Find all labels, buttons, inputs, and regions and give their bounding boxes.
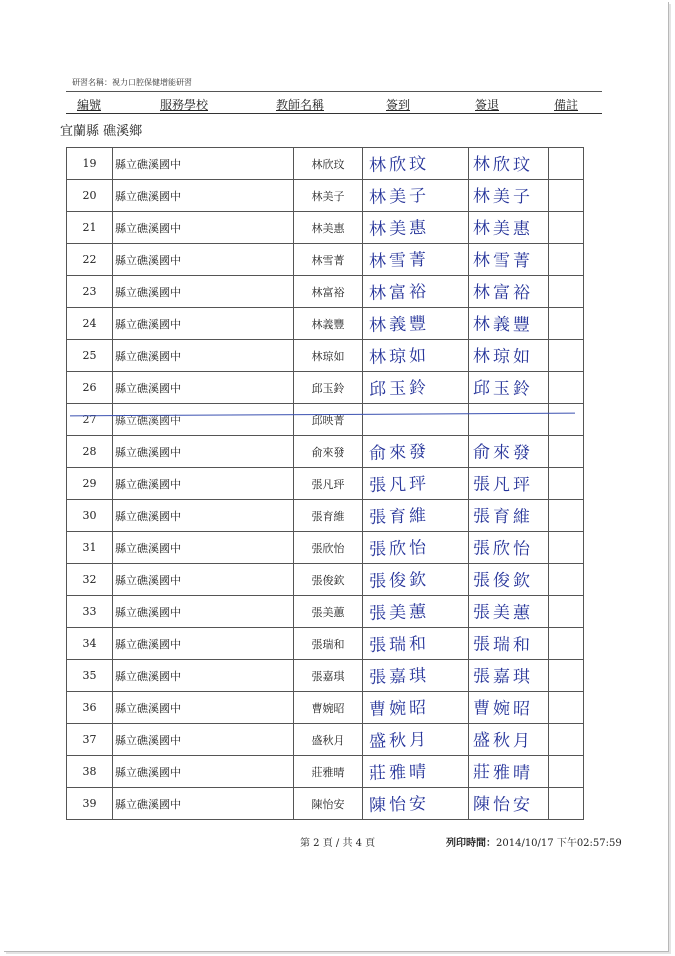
row-sign-in (363, 276, 469, 308)
document-page (4, 2, 669, 952)
handwritten-signature: 盛秋月 (472, 730, 534, 752)
handwritten-signature: 邱玉鈴 (368, 377, 430, 401)
row-number: 26 (67, 372, 113, 404)
row-sign-out (469, 244, 549, 276)
col-school: 服務學校 (159, 98, 209, 112)
table-row (67, 500, 584, 532)
row-sign-out (469, 756, 549, 788)
row-school: 縣立礁溪國中 (113, 372, 294, 404)
row-number: 19 (67, 148, 113, 180)
row-teacher: 張美蕙 (294, 596, 363, 628)
handwritten-signature: 林義豐 (472, 314, 534, 336)
handwritten-signature: 林美惠 (368, 217, 430, 241)
row-school: 縣立礁溪國中 (113, 788, 294, 820)
row-school: 縣立礁溪國中 (113, 724, 294, 756)
row-school: 縣立礁溪國中 (113, 500, 294, 532)
row-teacher: 張凡玶 (294, 468, 363, 500)
row-sign-in (363, 180, 469, 212)
table-row (67, 660, 584, 692)
course-label: 研習名稱： (72, 78, 112, 87)
handwritten-signature: 張俊欽 (472, 570, 534, 592)
handwritten-signature: 林富裕 (472, 282, 534, 304)
row-remarks (549, 468, 584, 500)
table-row (67, 788, 584, 820)
row-number: 39 (67, 788, 113, 820)
row-teacher: 陳怡安 (294, 788, 363, 820)
table-row (67, 180, 584, 212)
row-sign-out (469, 436, 549, 468)
handwritten-signature: 張嘉琪 (472, 666, 534, 688)
row-number: 32 (67, 564, 113, 596)
row-school: 縣立礁溪國中 (113, 660, 294, 692)
row-remarks (549, 148, 584, 180)
handwritten-signature: 張凡玶 (472, 474, 534, 496)
row-sign-out (469, 340, 549, 372)
handwritten-signature: 邱玉鈴 (472, 378, 534, 400)
row-sign-in (363, 628, 469, 660)
row-number: 34 (67, 628, 113, 660)
row-school: 縣立礁溪國中 (113, 404, 294, 436)
header-divider (66, 113, 602, 114)
handwritten-signature: 林美子 (472, 186, 534, 208)
row-teacher: 林雪菁 (294, 244, 363, 276)
row-sign-out (469, 596, 549, 628)
row-teacher: 俞來發 (294, 436, 363, 468)
row-school: 縣立礁溪國中 (113, 468, 294, 500)
row-sign-out (469, 372, 549, 404)
table-row (67, 308, 584, 340)
row-remarks (549, 500, 584, 532)
row-sign-out (469, 692, 549, 724)
row-sign-out (469, 180, 549, 212)
row-school: 縣立礁溪國中 (113, 692, 294, 724)
handwritten-signature: 張瑞和 (368, 633, 430, 657)
table-row (67, 532, 584, 564)
handwritten-signature: 林美子 (368, 185, 430, 209)
row-remarks (549, 660, 584, 692)
row-sign-in (363, 788, 469, 820)
row-teacher: 張欣怡 (294, 532, 363, 564)
row-remarks (549, 756, 584, 788)
row-remarks (549, 212, 584, 244)
row-school: 縣立礁溪國中 (113, 756, 294, 788)
table-row (67, 212, 584, 244)
row-number: 33 (67, 596, 113, 628)
row-sign-out (469, 788, 549, 820)
row-teacher: 張育維 (294, 500, 363, 532)
handwritten-signature: 林欣玟 (472, 154, 534, 176)
row-sign-out (469, 628, 549, 660)
table-row (67, 276, 584, 308)
row-sign-out (469, 564, 549, 596)
county-heading: 宜蘭縣 礁溪鄉 (60, 124, 143, 139)
table-row (67, 372, 584, 404)
row-sign-out (469, 148, 549, 180)
row-remarks (549, 276, 584, 308)
row-teacher: 莊雅晴 (294, 756, 363, 788)
handwritten-signature: 林富裕 (368, 281, 430, 305)
row-school: 縣立礁溪國中 (113, 436, 294, 468)
print-time-value: 2014/10/17 下午02:57:59 (496, 838, 622, 849)
page-number: 第 2 頁 / 共 4 頁 (300, 838, 376, 849)
row-sign-in (363, 308, 469, 340)
row-remarks (549, 596, 584, 628)
handwritten-signature: 曹婉昭 (368, 697, 430, 721)
row-sign-in (363, 756, 469, 788)
row-number: 31 (67, 532, 113, 564)
row-number: 21 (67, 212, 113, 244)
row-teacher: 曹婉昭 (294, 692, 363, 724)
table-row (67, 404, 584, 436)
row-sign-in (363, 564, 469, 596)
row-remarks (549, 724, 584, 756)
handwritten-signature: 張俊欽 (368, 569, 430, 593)
row-sign-out (469, 724, 549, 756)
handwritten-signature: 陳怡安 (368, 793, 430, 817)
row-sign-in (363, 148, 469, 180)
row-teacher: 林義豐 (294, 308, 363, 340)
handwritten-signature: 張育維 (368, 505, 430, 529)
row-number: 25 (67, 340, 113, 372)
col-remarks: 備註 (553, 98, 579, 112)
row-school: 縣立礁溪國中 (113, 628, 294, 660)
row-remarks (549, 244, 584, 276)
table-header (66, 91, 602, 114)
row-number: 36 (67, 692, 113, 724)
row-teacher: 邱映菁 (294, 404, 363, 436)
row-remarks (549, 180, 584, 212)
row-remarks (549, 372, 584, 404)
handwritten-signature: 林欣玟 (368, 153, 430, 177)
row-sign-in (363, 212, 469, 244)
row-teacher: 盛秋月 (294, 724, 363, 756)
row-school: 縣立礁溪國中 (113, 148, 294, 180)
table-row (67, 564, 584, 596)
row-sign-in (363, 724, 469, 756)
row-number: 29 (67, 468, 113, 500)
row-school: 縣立礁溪國中 (113, 308, 294, 340)
row-school: 縣立礁溪國中 (113, 340, 294, 372)
row-school: 縣立礁溪國中 (113, 276, 294, 308)
row-sign-in (363, 404, 469, 436)
table-row (67, 756, 584, 788)
row-school: 縣立礁溪國中 (113, 596, 294, 628)
col-teacher: 教師名稱 (275, 98, 325, 112)
handwritten-signature: 林雪菁 (472, 250, 534, 272)
row-number: 38 (67, 756, 113, 788)
row-teacher: 林欣玟 (294, 148, 363, 180)
row-sign-in (363, 532, 469, 564)
row-number: 28 (67, 436, 113, 468)
row-remarks (549, 404, 584, 436)
col-sign-in: 簽到 (385, 98, 411, 112)
handwritten-signature: 張欣怡 (472, 538, 534, 560)
row-number: 27 (67, 404, 113, 436)
row-number: 35 (67, 660, 113, 692)
print-time-label: 列印時間： (446, 838, 496, 849)
col-sign-out: 簽退 (474, 98, 500, 112)
print-time (446, 834, 622, 849)
row-remarks (549, 628, 584, 660)
course-title (72, 77, 192, 88)
table-row (67, 692, 584, 724)
row-teacher: 林琼如 (294, 340, 363, 372)
row-remarks (549, 340, 584, 372)
row-teacher: 林富裕 (294, 276, 363, 308)
handwritten-signature: 林琼如 (472, 346, 534, 368)
table-row (67, 340, 584, 372)
handwritten-signature: 莊雅晴 (472, 762, 534, 784)
row-number: 22 (67, 244, 113, 276)
row-remarks (549, 564, 584, 596)
row-school: 縣立礁溪國中 (113, 564, 294, 596)
row-number: 23 (67, 276, 113, 308)
handwritten-signature: 林雪菁 (368, 249, 430, 273)
row-number: 20 (67, 180, 113, 212)
row-teacher: 張瑞和 (294, 628, 363, 660)
handwritten-signature: 俞來發 (368, 441, 430, 465)
handwritten-signature: 張美蕙 (472, 602, 534, 624)
row-sign-in (363, 468, 469, 500)
row-sign-in (363, 244, 469, 276)
row-sign-in (363, 692, 469, 724)
row-sign-out (469, 660, 549, 692)
row-teacher: 林美子 (294, 180, 363, 212)
table-row (67, 724, 584, 756)
handwritten-signature: 林琼如 (368, 345, 430, 369)
row-remarks (549, 532, 584, 564)
row-teacher: 林美惠 (294, 212, 363, 244)
handwritten-signature: 張凡玶 (368, 473, 430, 497)
row-sign-out (469, 500, 549, 532)
row-number: 24 (67, 308, 113, 340)
table-row (67, 148, 584, 180)
row-sign-out (469, 532, 549, 564)
table-row (67, 436, 584, 468)
row-sign-in (363, 340, 469, 372)
row-teacher: 張俊欽 (294, 564, 363, 596)
row-remarks (549, 436, 584, 468)
row-sign-out (469, 212, 549, 244)
handwritten-signature: 張欣怡 (368, 537, 430, 561)
row-school: 縣立礁溪國中 (113, 244, 294, 276)
table-row (67, 628, 584, 660)
row-sign-out (469, 468, 549, 500)
row-remarks (549, 788, 584, 820)
row-school: 縣立礁溪國中 (113, 212, 294, 244)
row-sign-in (363, 500, 469, 532)
row-number: 30 (67, 500, 113, 532)
col-number: 編號 (76, 98, 102, 112)
handwritten-signature: 林美惠 (472, 218, 534, 240)
row-sign-in (363, 372, 469, 404)
row-school: 縣立礁溪國中 (113, 532, 294, 564)
row-remarks (549, 692, 584, 724)
row-number: 37 (67, 724, 113, 756)
handwritten-signature: 張嘉琪 (368, 665, 430, 689)
handwritten-signature: 張瑞和 (472, 634, 534, 656)
handwritten-signature: 陳怡安 (472, 794, 534, 816)
table-row (67, 468, 584, 500)
table-row (67, 244, 584, 276)
handwritten-signature: 莊雅晴 (368, 761, 430, 785)
row-sign-in (363, 660, 469, 692)
row-sign-in (363, 596, 469, 628)
row-school: 縣立礁溪國中 (113, 180, 294, 212)
row-sign-out (469, 308, 549, 340)
row-teacher: 張嘉琪 (294, 660, 363, 692)
handwritten-signature: 林義豐 (368, 313, 430, 337)
handwritten-signature: 俞來發 (472, 442, 534, 464)
table-row (67, 596, 584, 628)
row-sign-out (469, 404, 549, 436)
row-teacher: 邱玉鈴 (294, 372, 363, 404)
row-sign-out (469, 276, 549, 308)
row-sign-in (363, 436, 469, 468)
handwritten-signature: 曹婉昭 (472, 698, 534, 720)
table-body (67, 148, 584, 820)
handwritten-signature: 張育維 (472, 506, 534, 528)
course-name: 視力口腔保健增能研習 (112, 78, 192, 87)
handwritten-signature: 盛秋月 (368, 729, 430, 753)
row-remarks (549, 308, 584, 340)
attendance-table (66, 147, 584, 820)
handwritten-signature: 張美蕙 (368, 601, 430, 625)
